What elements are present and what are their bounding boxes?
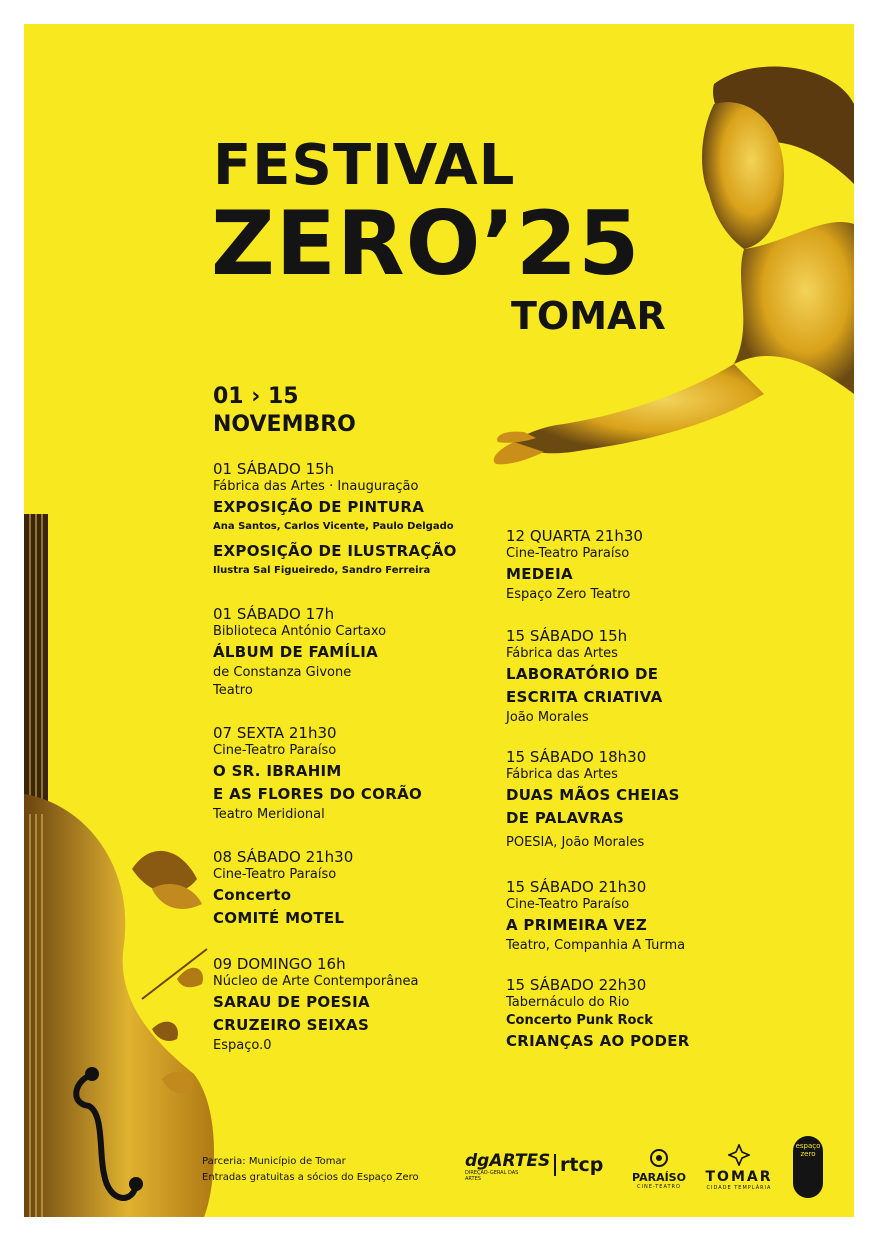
city-name: TOMAR	[511, 294, 666, 338]
event-venue: Fábrica das Artes	[506, 767, 618, 782]
event-subtitle: Teatro Meridional	[213, 807, 325, 822]
event-title: CRIANÇAS AO PODER	[506, 1032, 690, 1050]
event-date: 15 SÁBADO 21h30	[506, 878, 647, 896]
event-venue: Cine-Teatro Paraíso	[506, 546, 630, 561]
event-date: 08 SÁBADO 21h30	[213, 848, 354, 866]
event-item	[506, 527, 776, 604]
event-title: ÁLBUM DE FAMÍLIA	[213, 643, 379, 661]
event-date: 07 SEXTA 21h30	[213, 724, 337, 742]
event-title: ESCRITA CRIATIVA	[506, 688, 663, 706]
tomar-logo: TOMAR CIDADE TEMPLÁRIA	[704, 1144, 774, 1191]
event-title: O SR. IBRAHIM	[213, 762, 342, 780]
event-title: EXPOSIÇÃO DE ILUSTRAÇÃO	[213, 542, 457, 560]
event-item	[506, 627, 776, 727]
event-venue: Tabernáculo do Rio	[506, 995, 630, 1010]
event-subtitle: Espaço.0	[213, 1038, 272, 1053]
event-item	[213, 848, 483, 930]
free-entry-text: Entradas gratuitas a sócios do Espaço Zero	[202, 1172, 419, 1183]
paraiso-logo: PARAÍSO CINE-TEATRO	[629, 1148, 689, 1190]
event-item	[213, 724, 483, 824]
event-item	[506, 748, 776, 852]
event-subtitle: Teatro, Companhia A Turma	[506, 938, 686, 953]
event-title: Concerto Punk Rock	[506, 1013, 653, 1028]
event-title: E AS FLORES DO CORÃO	[213, 785, 423, 803]
event-venue: Fábrica das Artes · Inauguração	[213, 479, 419, 494]
event-venue: Cine-Teatro Paraíso	[506, 897, 630, 912]
templar-cross-icon	[728, 1144, 750, 1166]
event-title: A PRIMEIRA VEZ	[506, 916, 648, 934]
event-venue: Biblioteca António Cartaxo	[213, 624, 387, 639]
event-credit: Ilustra Sal Figueiredo, Sandro Ferreira	[213, 565, 431, 576]
event-title: SARAU DE POESIA	[213, 993, 370, 1011]
event-subtitle: Espaço Zero Teatro	[506, 587, 631, 602]
event-date: 12 QUARTA 21h30	[506, 527, 643, 545]
poster	[24, 24, 854, 1217]
event-date: 15 SÁBADO 22h30	[506, 976, 647, 994]
event-item	[506, 878, 776, 955]
festival-label: FESTIVAL	[213, 133, 516, 198]
event-date: 15 SÁBADO 15h	[506, 627, 628, 645]
rtcp-logo: rtcp	[554, 1154, 603, 1176]
event-title: DE PALAVRAS	[506, 809, 625, 827]
event-item	[213, 605, 483, 700]
event-date: 09 DOMINGO 16h	[213, 955, 346, 973]
festival-edition-title: ZERO’25	[211, 192, 641, 295]
event-date: 01 SÁBADO 15h	[213, 460, 335, 478]
dgartes-logo: dgARTES DIREÇÃO-GERAL DAS ARTES	[465, 1151, 551, 1182]
event-credit: Ana Santos, Carlos Vicente, Paulo Delgado	[213, 521, 454, 532]
event-date: 15 SÁBADO 18h30	[506, 748, 647, 766]
date-range: 01 › 15	[213, 384, 299, 409]
event-item	[213, 460, 483, 578]
event-subtitle: Teatro	[213, 683, 253, 698]
event-title: MEDEIA	[506, 565, 573, 583]
event-title: CRUZEIRO SEIXAS	[213, 1016, 370, 1034]
event-subtitle: de Constanza Givone	[213, 665, 352, 680]
event-item	[213, 955, 483, 1055]
event-title: DUAS MÃOS CHEIAS	[506, 786, 680, 804]
event-venue: Cine-Teatro Paraíso	[213, 743, 337, 758]
event-date: 01 SÁBADO 17h	[213, 605, 335, 623]
leaf-sprig-illustration	[122, 839, 212, 1099]
event-item	[506, 976, 776, 1053]
event-venue: Núcleo de Arte Contemporânea	[213, 974, 419, 989]
event-title: Concerto	[213, 886, 292, 904]
partner-text: Parceria: Município de Tomar	[202, 1156, 346, 1167]
event-title: EXPOSIÇÃO DE PINTURA	[213, 498, 425, 516]
event-venue: Cine-Teatro Paraíso	[213, 867, 337, 882]
event-subtitle: João Morales	[506, 710, 589, 725]
event-title: COMITÉ MOTEL	[213, 909, 345, 927]
paraiso-emblem-icon	[649, 1148, 669, 1168]
event-title: LABORATÓRIO DE	[506, 665, 659, 683]
event-subtitle: POESIA, João Morales	[506, 835, 645, 850]
footer-info	[202, 1154, 419, 1186]
date-month: NOVEMBRO	[213, 412, 356, 437]
espaco-zero-logo: espaço zero	[793, 1136, 823, 1198]
event-venue: Fábrica das Artes	[506, 646, 618, 661]
